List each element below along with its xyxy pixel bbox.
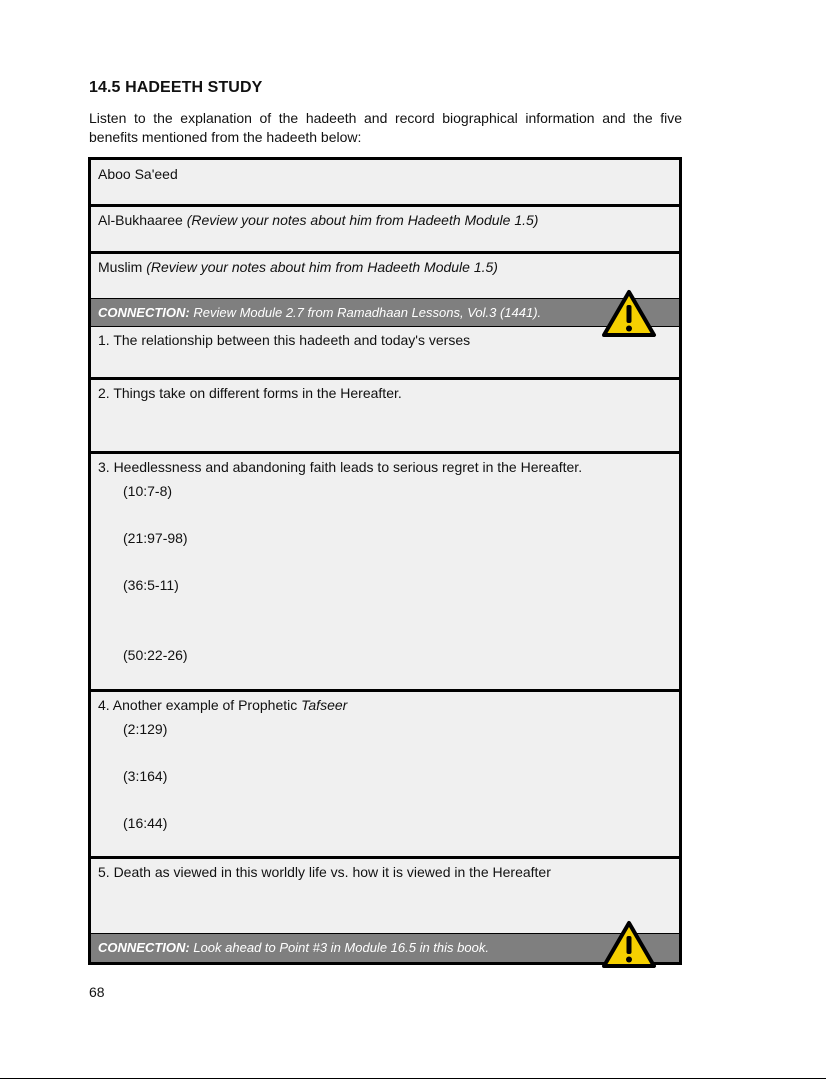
benefit-5-row[interactable]	[91, 859, 679, 933]
benefit-4-row[interactable]	[91, 692, 679, 859]
benefit-1-row[interactable]	[91, 327, 679, 380]
benefit-5-label: 5. Death as viewed in this worldly life vs. how it is viewed in the Hereafter	[98, 864, 551, 880]
warning-icon	[601, 289, 657, 339]
narrator-row[interactable]	[91, 160, 679, 207]
connection-text-2: CONNECTION: Look ahead to Point #3 in Module 16.5 in this book.	[98, 940, 489, 955]
benefit-3-label: 3. Heedlessness and abandoning faith leads to serious regret in the Hereafter.	[98, 459, 583, 475]
verse-ref: (10:7-8)	[123, 483, 173, 499]
benefit-2-label: 2. Things take on different forms in the Hereafter.	[98, 385, 402, 401]
connection-text-1: CONNECTION: Review Module 2.7 from Ramadhaan Lessons, Vol.3 (1441).	[98, 305, 542, 320]
section-heading: 14.5 HADEETH STUDY	[89, 79, 263, 96]
hadeeth-study-table	[88, 157, 682, 965]
warning-icon	[601, 920, 657, 970]
bottom-divider	[0, 1078, 826, 1079]
page-number: 68	[89, 984, 105, 1000]
verse-ref: (21:97-98)	[123, 530, 188, 546]
muslim-label: Muslim (Review your notes about him from Hadeeth Module 1.5)	[98, 259, 498, 275]
verse-ref: (36:5-11)	[123, 577, 179, 593]
connection-bar-1	[91, 298, 679, 327]
compiler-bukhaaree-row[interactable]	[91, 207, 679, 254]
verse-ref: (2:129)	[123, 721, 168, 737]
instructions-text: Listen to the explanation of the hadeeth and record biographical information and the five benefits mentioned from the hadeeth below:	[89, 110, 682, 145]
narrator-label: Aboo Sa'eed	[98, 166, 178, 182]
compiler-muslim-row[interactable]	[91, 254, 679, 298]
benefit-2-row[interactable]	[91, 380, 679, 454]
verse-ref: (3:164)	[123, 768, 168, 784]
verse-ref: (50:22-26)	[123, 647, 188, 663]
benefit-3-row[interactable]	[91, 454, 679, 692]
benefit-4-label: 4. Another example of Prophetic Tafseer	[98, 697, 348, 713]
connection-bar-2	[91, 933, 679, 962]
benefit-1-label: 1. The relationship between this hadeeth and today's verses	[98, 332, 471, 348]
bukhaaree-label: Al-Bukhaaree (Review your notes about him from Hadeeth Module 1.5)	[98, 212, 539, 228]
verse-ref: (16:44)	[123, 815, 168, 831]
